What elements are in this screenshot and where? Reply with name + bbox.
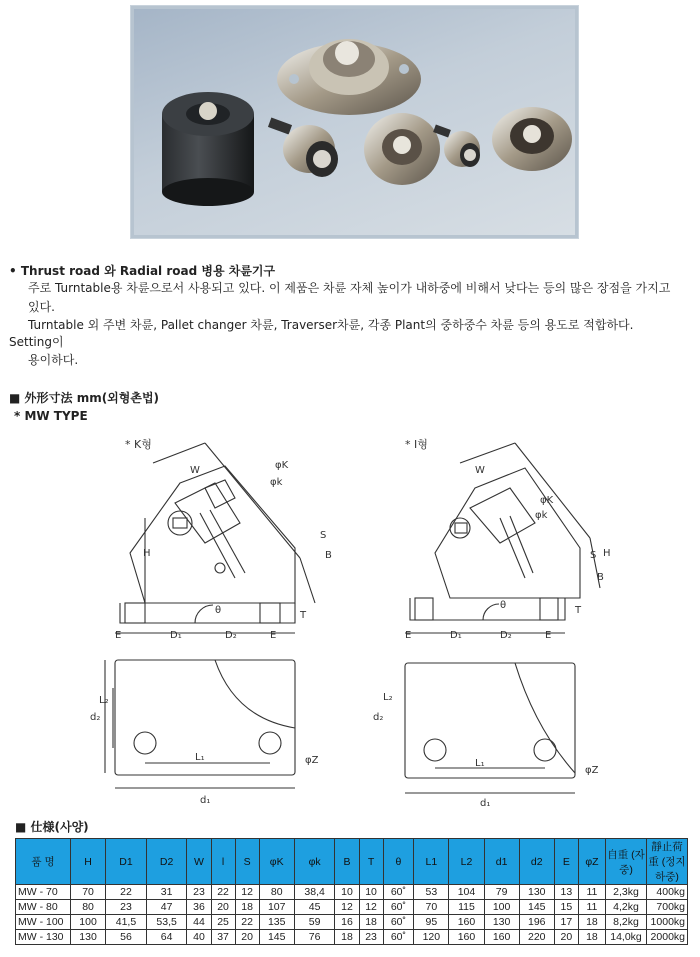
cell: 107 bbox=[259, 900, 294, 915]
col-header: φK bbox=[259, 839, 294, 885]
product-photo-frame bbox=[130, 5, 579, 239]
col-header: 靜止荷重 (정지하중) bbox=[647, 839, 688, 885]
col-header: L1 bbox=[414, 839, 449, 885]
svg-text:T: T bbox=[300, 610, 307, 621]
cell: 23 bbox=[106, 900, 147, 915]
svg-text:L₁: L₁ bbox=[195, 752, 205, 763]
cell: 18 bbox=[335, 930, 359, 945]
cell: 53 bbox=[414, 885, 449, 900]
col-header: l bbox=[211, 839, 235, 885]
cell: 20 bbox=[235, 930, 259, 945]
cell: 16 bbox=[335, 915, 359, 930]
col-header: T bbox=[359, 839, 383, 885]
cell: MW - 100 bbox=[16, 915, 71, 930]
square-bullet-icon: ■ bbox=[15, 820, 31, 834]
cell: 160 bbox=[449, 930, 484, 945]
intro-para2-line2: Setting이 bbox=[9, 335, 64, 349]
svg-text:H: H bbox=[143, 548, 151, 559]
col-header: d1 bbox=[484, 839, 519, 885]
cell: 22 bbox=[106, 885, 147, 900]
col-header: θ bbox=[383, 839, 414, 885]
svg-text:E: E bbox=[545, 630, 552, 641]
cell: 8,2kg bbox=[606, 915, 647, 930]
svg-text:D₁: D₁ bbox=[450, 630, 462, 641]
cell: 17 bbox=[554, 915, 578, 930]
col-header: φk bbox=[294, 839, 335, 885]
svg-text:H: H bbox=[603, 548, 611, 559]
cell: 23 bbox=[359, 930, 383, 945]
cell: 130 bbox=[484, 915, 519, 930]
cell: 115 bbox=[449, 900, 484, 915]
svg-text:B: B bbox=[325, 550, 332, 561]
svg-text:D₂: D₂ bbox=[500, 630, 512, 641]
table-row bbox=[16, 915, 688, 930]
cell: 18 bbox=[359, 915, 383, 930]
dims-heading-text: 外形寸法 mm(외형촌법) bbox=[24, 391, 160, 405]
svg-text:d₁: d₁ bbox=[480, 798, 491, 809]
cell: 36 bbox=[187, 900, 211, 915]
cell: 79 bbox=[484, 885, 519, 900]
cell: 196 bbox=[519, 915, 554, 930]
svg-text:d₂: d₂ bbox=[90, 712, 101, 723]
cell: 95 bbox=[414, 915, 449, 930]
cell: 47 bbox=[146, 900, 187, 915]
cell: 60˚ bbox=[383, 930, 414, 945]
svg-text:T: T bbox=[575, 605, 582, 616]
svg-text:φk: φk bbox=[535, 510, 548, 521]
svg-text:d₁: d₁ bbox=[200, 795, 211, 806]
cell: 23 bbox=[187, 885, 211, 900]
cell: 56 bbox=[106, 930, 147, 945]
cell: 120 bbox=[414, 930, 449, 945]
svg-text:φK: φK bbox=[275, 460, 289, 471]
svg-text:L₁: L₁ bbox=[475, 758, 485, 769]
k-type-label: * K형 bbox=[125, 438, 152, 451]
svg-text:L₂: L₂ bbox=[383, 692, 393, 703]
svg-text:S: S bbox=[320, 530, 327, 541]
cell: MW - 80 bbox=[16, 900, 71, 915]
cell: 11 bbox=[578, 885, 605, 900]
cell: 25 bbox=[211, 915, 235, 930]
cell: 10 bbox=[335, 885, 359, 900]
svg-text:B: B bbox=[597, 572, 604, 583]
table-row bbox=[16, 930, 688, 945]
svg-text:θ: θ bbox=[215, 605, 222, 616]
cell: 2000kg bbox=[647, 930, 688, 945]
col-header: 自重 (자중) bbox=[606, 839, 647, 885]
intro-title bbox=[9, 262, 275, 280]
bullet-dot: • bbox=[9, 264, 21, 278]
cell: 80 bbox=[71, 900, 106, 915]
col-header: 품 명 bbox=[16, 839, 71, 885]
svg-text:φK: φK bbox=[540, 495, 554, 506]
product-photo bbox=[134, 9, 575, 235]
cell: 130 bbox=[71, 930, 106, 945]
cell: 100 bbox=[484, 900, 519, 915]
cell: 11 bbox=[578, 900, 605, 915]
cell: 145 bbox=[519, 900, 554, 915]
cell: 10 bbox=[359, 885, 383, 900]
svg-text:φk: φk bbox=[270, 477, 283, 488]
spec-heading bbox=[15, 818, 89, 836]
intro-para1-line2: 있다. bbox=[28, 300, 55, 314]
cell: 20 bbox=[554, 930, 578, 945]
cell: MW - 130 bbox=[16, 930, 71, 945]
col-header: D1 bbox=[106, 839, 147, 885]
intro-para2-line3: 용이하다. bbox=[28, 353, 79, 367]
cell: 700kg bbox=[647, 900, 688, 915]
cell: 12 bbox=[359, 900, 383, 915]
cell: 60˚ bbox=[383, 915, 414, 930]
cell: 2,3kg bbox=[606, 885, 647, 900]
cell: 45 bbox=[294, 900, 335, 915]
cell: 100 bbox=[71, 915, 106, 930]
cell: 22 bbox=[235, 915, 259, 930]
intro-para2-line1: Turntable 외 주변 차륜, Pallet changer 차륜, Traverser차륜, 각종 Plant의 중하중수 차륜 등의 용도로 적합하다. bbox=[28, 318, 634, 332]
cell: 31 bbox=[146, 885, 187, 900]
svg-text:E: E bbox=[115, 630, 122, 641]
col-header: E bbox=[554, 839, 578, 885]
cell: 145 bbox=[259, 930, 294, 945]
cell: 40 bbox=[187, 930, 211, 945]
cell: 400kg bbox=[647, 885, 688, 900]
i-type-label: * I형 bbox=[405, 438, 428, 451]
dims-heading bbox=[9, 389, 159, 407]
col-header: H bbox=[71, 839, 106, 885]
svg-text:E: E bbox=[405, 630, 412, 641]
cell: 59 bbox=[294, 915, 335, 930]
col-header: W bbox=[187, 839, 211, 885]
cell: 220 bbox=[519, 930, 554, 945]
cell: 12 bbox=[235, 885, 259, 900]
cell: 38,4 bbox=[294, 885, 335, 900]
ball-transfer-units-image bbox=[134, 9, 575, 235]
cell: 135 bbox=[259, 915, 294, 930]
cell: 104 bbox=[449, 885, 484, 900]
col-header: D2 bbox=[146, 839, 187, 885]
cell: MW - 70 bbox=[16, 885, 71, 900]
svg-text:φZ: φZ bbox=[305, 755, 319, 766]
spec-header-row bbox=[16, 839, 688, 885]
intro-title-text: Thrust road 와 Radial road 병용 차륜기구 bbox=[20, 264, 276, 278]
svg-text:d₂: d₂ bbox=[373, 712, 384, 723]
cell: 60˚ bbox=[383, 900, 414, 915]
cell: 44 bbox=[187, 915, 211, 930]
cell: 160 bbox=[449, 915, 484, 930]
col-header: B bbox=[335, 839, 359, 885]
svg-text:θ: θ bbox=[500, 600, 507, 611]
spec-heading-text: 仕様(사양) bbox=[30, 820, 89, 834]
svg-text:L₂: L₂ bbox=[99, 695, 109, 706]
i-type-diagram bbox=[375, 428, 615, 813]
cell: 4,2kg bbox=[606, 900, 647, 915]
svg-text:W: W bbox=[475, 465, 485, 476]
col-header: S bbox=[235, 839, 259, 885]
svg-text:S: S bbox=[590, 550, 597, 561]
cell: 14,0kg bbox=[606, 930, 647, 945]
square-bullet-icon: ■ bbox=[9, 391, 25, 405]
cell: 64 bbox=[146, 930, 187, 945]
svg-text:D₁: D₁ bbox=[170, 630, 182, 641]
cell: 1000kg bbox=[647, 915, 688, 930]
spec-table bbox=[15, 838, 688, 945]
cell: 20 bbox=[211, 900, 235, 915]
cell: 130 bbox=[519, 885, 554, 900]
cell: 13 bbox=[554, 885, 578, 900]
svg-text:D₂: D₂ bbox=[225, 630, 237, 641]
cell: 18 bbox=[578, 915, 605, 930]
cell: 18 bbox=[235, 900, 259, 915]
cell: 80 bbox=[259, 885, 294, 900]
cell: 37 bbox=[211, 930, 235, 945]
svg-text:E: E bbox=[270, 630, 277, 641]
cell: 18 bbox=[578, 930, 605, 945]
table-row bbox=[16, 900, 688, 915]
cell: 160 bbox=[484, 930, 519, 945]
svg-text:W: W bbox=[190, 465, 200, 476]
svg-text:φZ: φZ bbox=[585, 765, 599, 776]
dims-subheading: * MW TYPE bbox=[14, 409, 88, 423]
cell: 53,5 bbox=[146, 915, 187, 930]
col-header: L2 bbox=[449, 839, 484, 885]
k-type-diagram bbox=[85, 428, 355, 813]
cell: 12 bbox=[335, 900, 359, 915]
cell: 22 bbox=[211, 885, 235, 900]
cell: 15 bbox=[554, 900, 578, 915]
cell: 70 bbox=[71, 885, 106, 900]
cell: 60˚ bbox=[383, 885, 414, 900]
cell: 76 bbox=[294, 930, 335, 945]
cell: 41,5 bbox=[106, 915, 147, 930]
cell: 70 bbox=[414, 900, 449, 915]
intro-para1-line1: 주로 Turntable용 차륜으로서 사용되고 있다. 이 제품은 차륜 자체 높이가 내하중에 비해서 낮다는 등의 많은 장점을 가지고 bbox=[28, 281, 671, 295]
col-header: d2 bbox=[519, 839, 554, 885]
table-row bbox=[16, 885, 688, 900]
col-header: φZ bbox=[578, 839, 605, 885]
